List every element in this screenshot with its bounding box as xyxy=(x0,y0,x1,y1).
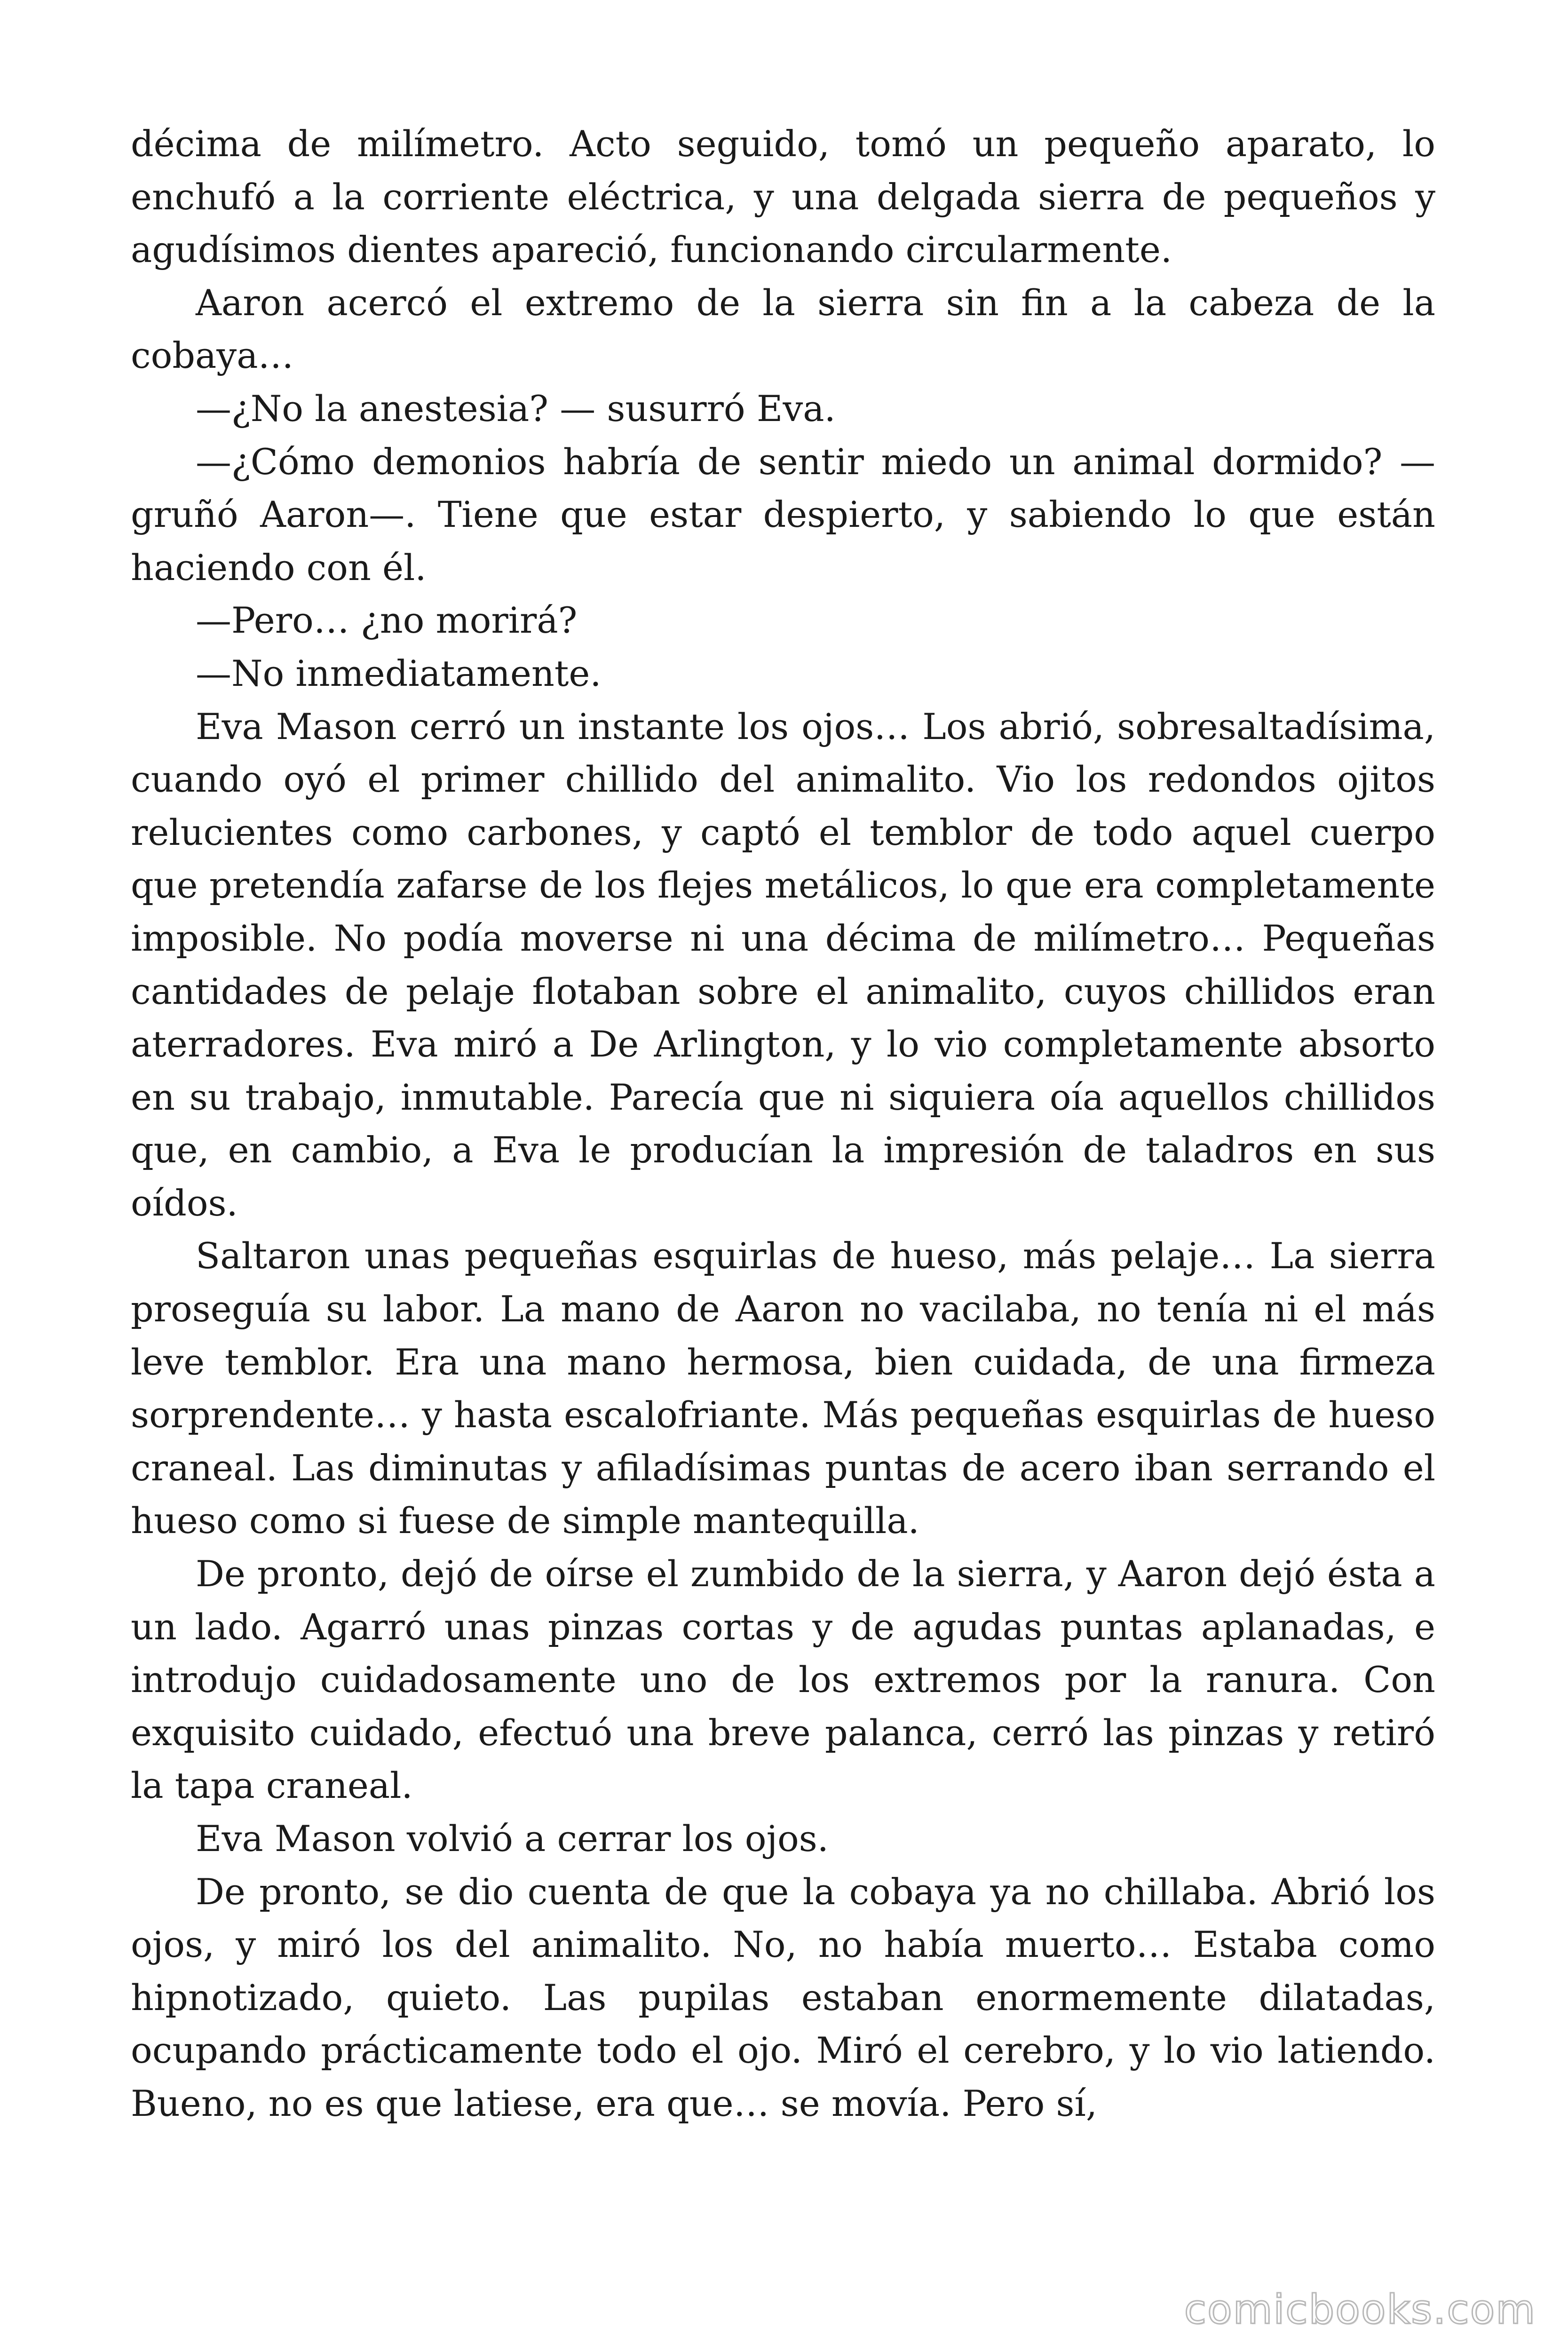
dialogue-line: —¿Cómo demonios habría de sentir miedo un animal dormido? — gruñó Aaron—. Tiene que estar despierto, y sabiendo lo que están haciendo con él. xyxy=(131,440,1435,588)
dialogue-line: —Pero… ¿no morirá? xyxy=(196,599,578,642)
paragraph: Saltaron unas pequeñas esquirlas de hueso, más pelaje… La sierra proseguía su labor. La mano de Aaron no vacilaba, no tenía ni el más leve temblor. Era una mano hermosa, bien cuidada, de una firmeza sorprendente… y hasta escalofriante. Más pequeñas esquirlas de hueso craneal. Las diminutas y afiladísimas puntas de acero iban serrando el hueso como si fuese de simple mantequilla. xyxy=(131,1235,1435,1542)
dialogue-line: —No inmediatamente. xyxy=(196,652,602,694)
dialogue-line: —¿No la anestesia? — susurró Eva. xyxy=(196,387,836,429)
paragraph: De pronto, dejó de oírse el zumbido de la sierra, y Aaron dejó ésta a un lado. Agarró unas pinzas cortas y de agudas puntas aplanadas, e introdujo cuidadosamente uno de los extremos por la ranura. Con exquisito cuidado, efectuó una breve palanca, cerró las pinzas y retiró la tapa craneal. xyxy=(131,1553,1435,1807)
paragraph: Eva Mason cerró un instante los ojos… Los abrió, sobresaltadísima, cuando oyó el primer chillido del animalito. Vio los redondos ojitos relucientes como carbones, y captó el temblor de todo aquel cuerpo que pretendía zafarse de los flejes metálicos, lo que era completamente imposible. No podía moverse ni una décima de milímetro… Pequeñas cantidades de pelaje flotaban sobre el animalito, cuyos chillidos eran aterradores. Eva miró a De Arlington, y lo vio completamente absorto en su trabajo, inmutable. Parecía que ni siquiera oía aquellos chillidos que, en cambio, a Eva le producían la impresión de taladros en sus oídos. xyxy=(131,705,1435,1224)
watermark: comicbooks.com xyxy=(1184,2286,1536,2333)
paragraph: Eva Mason volvió a cerrar los ojos. xyxy=(196,1818,829,1859)
paragraph: Aaron acercó el extremo de la sierra sin fin a la cabeza de la cobaya… xyxy=(131,281,1435,377)
body-text xyxy=(131,118,1435,2130)
paragraph: De pronto, se dio cuenta de que la cobaya ya no chillaba. Abrió los ojos, y miró los del animalito. No, no había muerto… Estaba como hipnotizado, quieto. Las pupilas estaban enormemente dilatadas, ocupando prácticamente todo el ojo. Miró el cerebro, y lo vio latiendo. Bueno, no es que latiese, era que… se movía. Pero sí, xyxy=(131,1870,1435,2124)
paragraph-continuation: décima de milímetro. Acto seguido, tomó un pequeño aparato, lo enchufó a la corriente eléctrica, y una delgada sierra de pequeños y agudísimos dientes apareció, funcionando circularmente. xyxy=(131,123,1435,271)
